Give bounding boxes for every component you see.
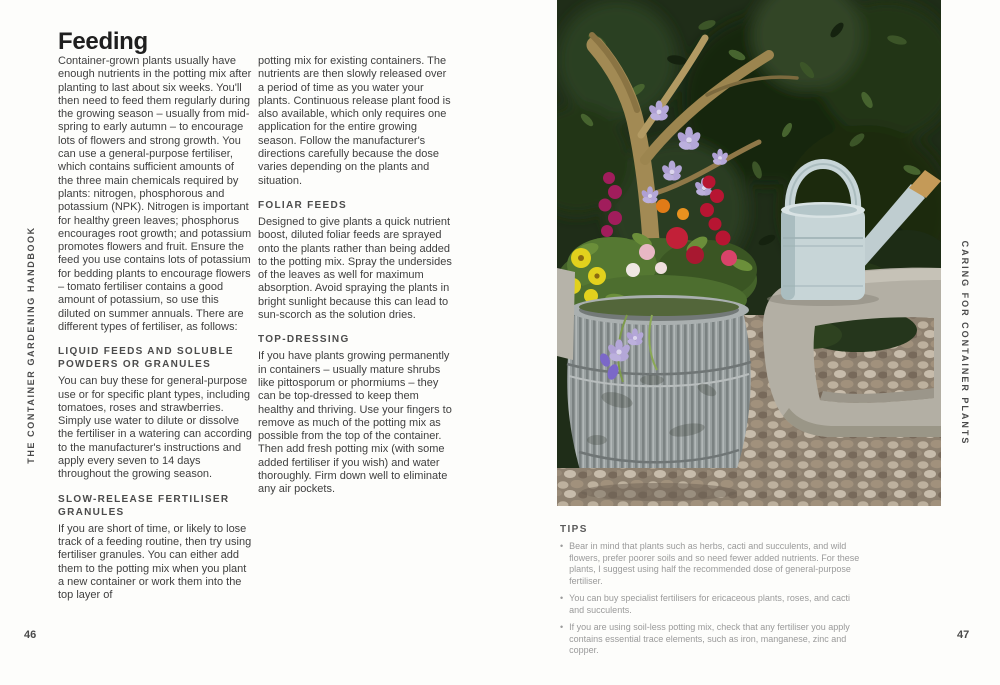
tip-item xyxy=(560,593,860,616)
container-garden-photo-illustration xyxy=(557,0,941,506)
intro-paragraph: Container-grown plants usually have enough nutrients in the potting mix after planting to last about six weeks. You'll then need to feed them regularly during the growing season – usually from mid-spring to early autumn – to encourage lots of flowers and strong growth. You can use a general-purpose fertiliser, which contains sufficient amounts of the three main chemicals required by plants: nitrogen, phosphorous and potassium (NPK). Nitrogen is important for healthy green leaves; phosphorus encourages root growth; and potassium promotes flowers and fruit. Ensure the feed you use contains lots of potassium for bedding plants to encourage flowers – tomato fertiliser contains a good amount of potassium, so use this diluted on summer annuals. There are different types of fertiliser, as follows: xyxy=(58,55,252,333)
liquid-feeds-paragraph: You can buy these for general-purpose use or for specific plant types, including tomatoes, roses and strawberries. Simply use water to dilute or dissolve the fertiliser in a watering can according to the manufacturer's instructions and apply every seven to 14 days throughout the growing season. xyxy=(58,375,252,481)
section-heading-foliar-feeds: FOLIAR FEEDS xyxy=(258,199,347,211)
left-column xyxy=(58,55,252,602)
tip-text: If you are using soil-less potting mix, check that any fertiliser you apply contains essential trace elements, such as iron, manganese, zinc and copper. xyxy=(569,622,850,655)
slow-release-paragraph: If you are short of time, or likely to lose track of a feeding routine, then try using fertiliser granules. You can either add them to the potting mix when you plant a new container or work them into the top layer of xyxy=(58,522,252,602)
page-number-right: 47 xyxy=(957,629,970,641)
tips-heading: TIPS xyxy=(560,524,588,535)
tip-text: You can buy specialist fertilisers for ericaceous plants, roses, and cacti and succulents. xyxy=(569,593,850,615)
slow-release-continued-paragraph: potting mix for existing containers. The nutrients are then slowly released over a period of time as you water your plants. Continuous release plant food is also available, which only requires one application for the entire growing season. Follow the manufacturer's directions carefully because the dose varies depending on the plants and situation. xyxy=(258,55,451,187)
section-heading-slow-release: SLOW-RELEASE FERTILISER GRANULES xyxy=(58,493,230,518)
page-number-left: 46 xyxy=(24,629,37,641)
page-title: Feeding xyxy=(58,28,148,55)
barrel-planter xyxy=(567,295,751,492)
section-heading-liquid-feeds: LIQUID FEEDS AND SOLUBLE POWDERS OR GRANULES xyxy=(58,346,234,371)
left-spine-text: THE CONTAINER GARDENING HANDBOOK xyxy=(26,226,36,464)
bullet-glyph: • xyxy=(560,541,564,551)
foliar-feeds-paragraph: Designed to give plants a quick nutrient boost, diluted foliar feeds are sprayed onto the plants rather than being added to the potting mix. Spray the undersides of the leaves as well for maximum absorption. Avoid spraying the plants in bright sunlight because this can lead to sun-scorch as the solution dries. xyxy=(258,215,452,322)
bullet-glyph: • xyxy=(560,622,564,632)
tip-text: Bear in mind that plants such as herbs, cacti and succulents, and wild flowers, prefer poorer soils and so need fewer added nutrients. For these plants, I suggest using half the recommended dose of general-purpose fertiliser. xyxy=(569,541,860,586)
container-garden-photo xyxy=(557,0,941,506)
tip-item xyxy=(560,541,860,587)
tip-item xyxy=(560,622,860,657)
top-dressing-paragraph: If you have plants growing permanently in containers – usually mature shrubs like pittosporum or phormiums – they can be top-dressed to keep them healthy and thriving. Use your fingers to remove as much of the potting mix as possible from the top of the container. Then add fresh potting mix (with some added fertiliser if you wish) and water thoroughly. Firm down well to eliminate any air pockets. xyxy=(258,350,452,496)
tips-section xyxy=(560,524,860,663)
section-heading-top-dressing: TOP-DRESSING xyxy=(258,334,350,346)
right-column xyxy=(258,55,452,497)
right-spine-text: CARING FOR CONTAINER PLANTS xyxy=(960,240,970,446)
bullet-glyph: • xyxy=(560,593,564,603)
